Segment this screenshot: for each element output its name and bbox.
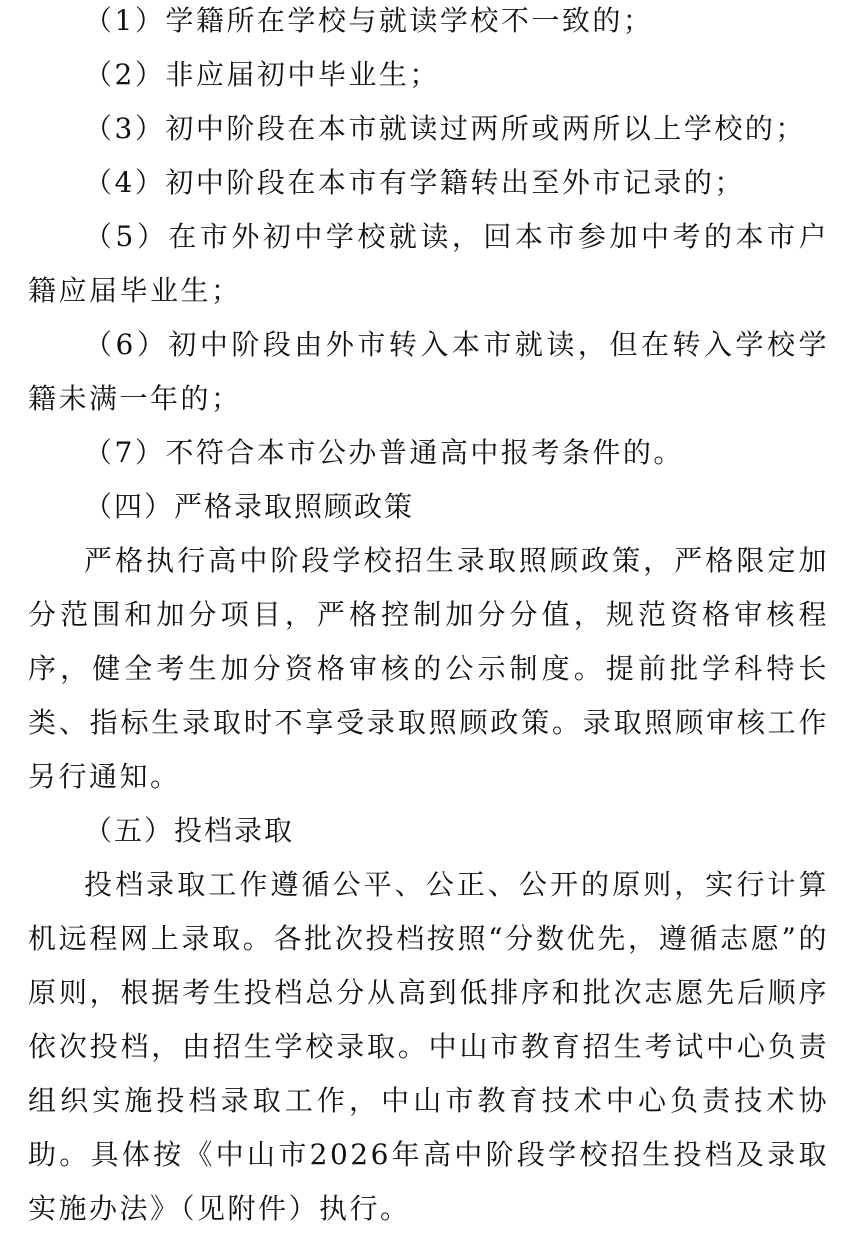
section-heading-4: （四）严格录取照顾政策 <box>84 490 415 523</box>
body-paragraph-admission-policy: 严格执行高中阶段学校招生录取照顾政策，严格限定加分范围和加分项目，严格控制加分分值，规范资格审核程序，健全考生加分资格审核的公示制度。提前批学科特长类、指标生录取时不享受录取照顾政策。录取照顾审核工作另行通知。 <box>28 544 829 793</box>
list-item-4: （4）初中阶段在本市有学籍转出至外市记录的； <box>84 166 745 199</box>
section-heading-5: （五）投档录取 <box>84 814 295 847</box>
list-item-1: （1）学籍所在学校与就读学校不一致的； <box>84 4 654 37</box>
list-item-5: （5）在市外初中学校就读，回本市参加中考的本市户籍应届毕业生； <box>28 220 829 307</box>
list-item-6: （6）初中阶段由外市转入本市就读，但在转入学校学籍未满一年的； <box>28 328 829 415</box>
list-item-7: （7）不符合本市公办普通高中报考条件的。 <box>84 436 684 469</box>
list-item-3: （3）初中阶段在本市就读过两所或两所以上学校的； <box>84 112 806 145</box>
list-item-2: （2）非应届初中毕业生； <box>84 58 440 91</box>
document-body <box>28 0 829 1236</box>
body-paragraph-enrollment: 投档录取工作遵循公平、公正、公开的原则，实行计算机远程网上录取。各批次投档按照“分数优先，遵循志愿”的原则，根据考生投档总分从高到低排序和批次志愿先后顺序依次投档，由招生学校录取。中山市教育招生考试中心负责组织实施投档录取工作，中山市教育技术中心负责技术协助。具体按《中山市2026年高中阶段学校招生投档及录取实施办法》（见附件）执行。 <box>28 868 829 1225</box>
